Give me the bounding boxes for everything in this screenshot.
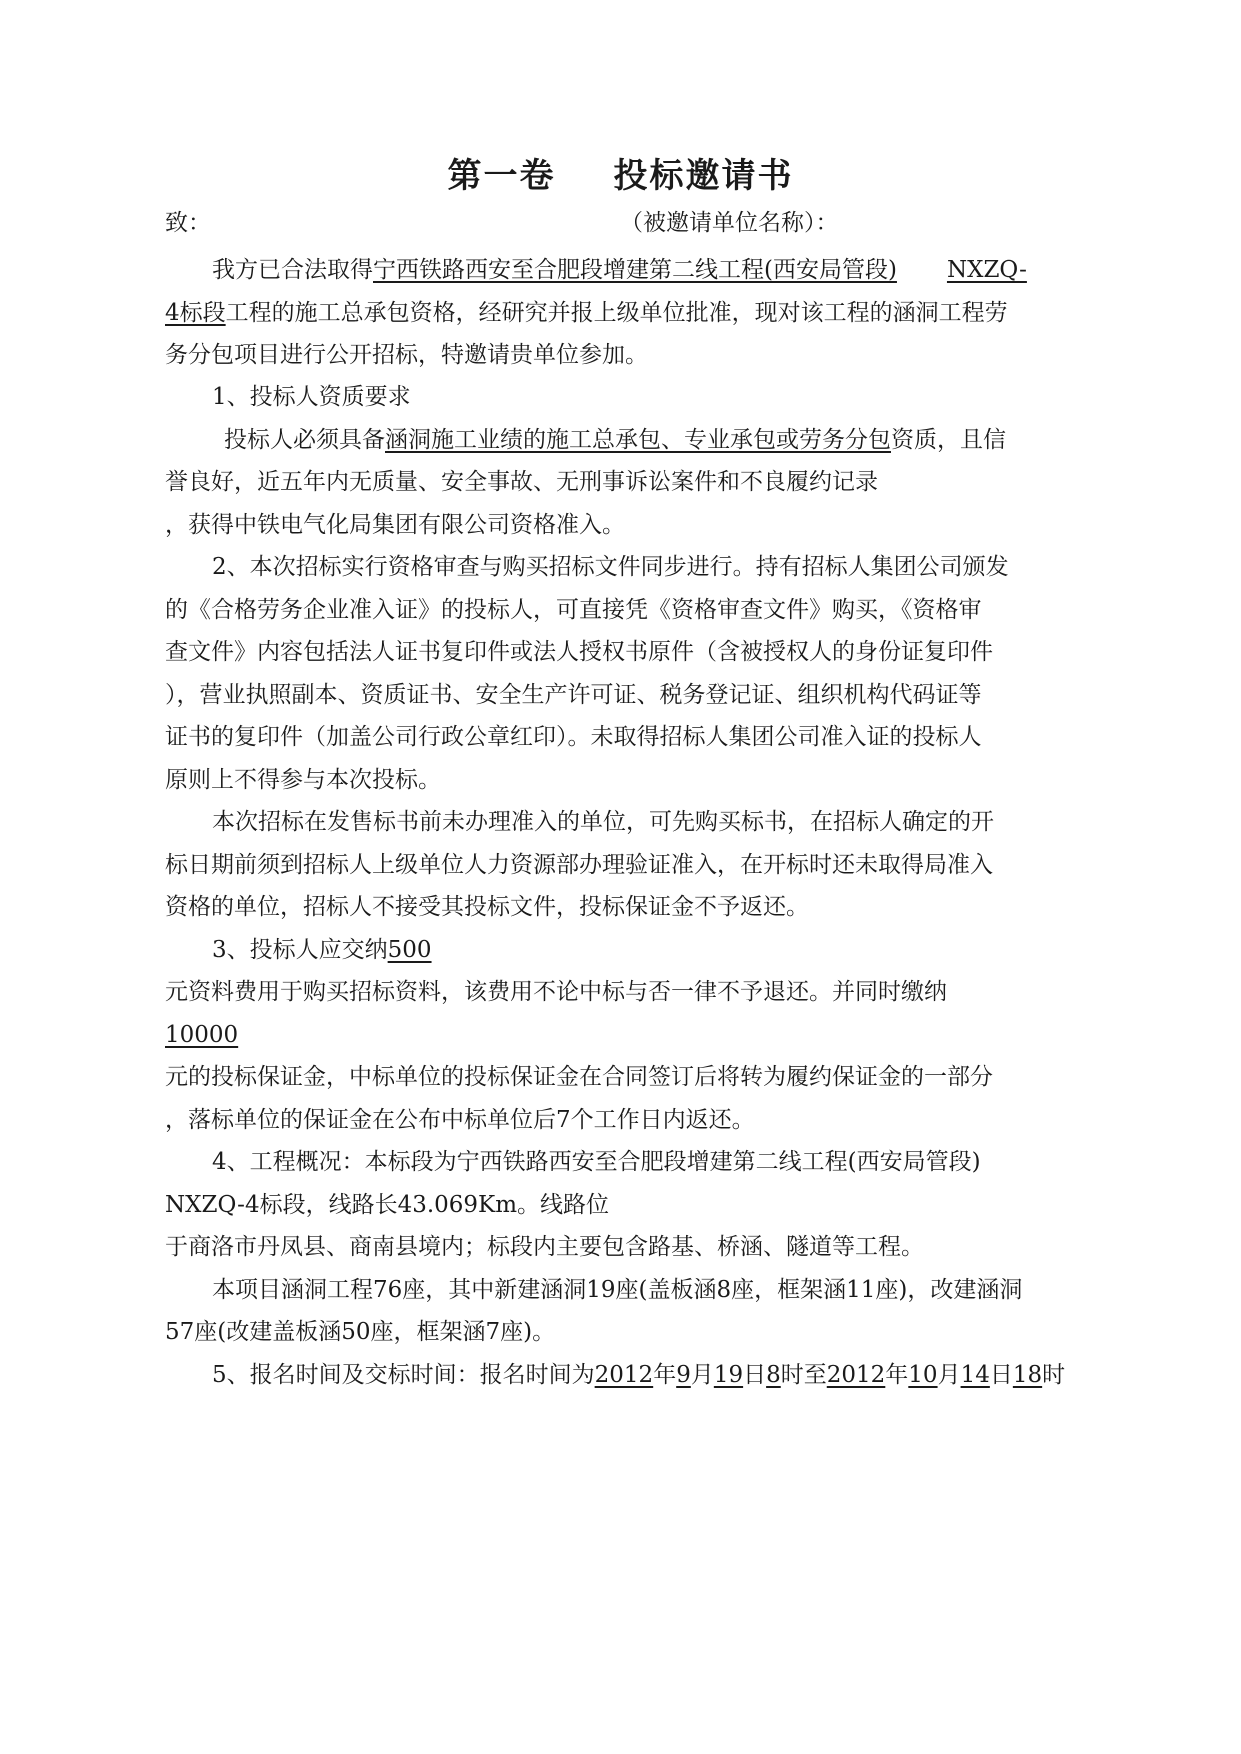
s2-line-6: 原则上不得参与本次投标。 xyxy=(165,767,441,793)
registration-start-year: 2012 xyxy=(594,1362,654,1388)
s3-line-4: 元的投标保证金，中标单位的投标保证金在合同签订后将转为履约保证金的一部分 xyxy=(165,1064,993,1090)
s2-line-5: 证书的复印件（加盖公司行政公章红印）。未取得招标人集团公司准入证的投标人 xyxy=(165,724,982,750)
s3-line-2: 元资料费用于购买招标资料，该费用不论中标与否一律不予退还。并同时缴纳 xyxy=(165,979,947,1005)
p3-line-1: 本次招标在发售标书前未办理准入的单位，可先购买标书，在招标人确定的开 xyxy=(212,809,994,835)
page-title xyxy=(0,148,1241,197)
s1-line-3: ，获得中铁电气化局集团有限公司资格准入。 xyxy=(165,512,625,538)
s4-line-3: 于商洛市丹凤县、商南县境内；标段内主要包含路基、桥涵、隧道等工程。 xyxy=(165,1234,924,1260)
s3-line-3 xyxy=(165,1020,250,1050)
project-name: 宁西铁路西安至合肥段增建第二线工程(西安局管段) xyxy=(373,257,897,283)
section-code-cont: 4标段 xyxy=(165,300,226,326)
registration-start-hour: 8 xyxy=(766,1362,781,1388)
s2-line-4: ），营业执照副本、资质证书、安全生产许可证、税务登记证、组织机构代码证等 xyxy=(165,682,982,708)
s3-line-5: ，落标单位的保证金在公布中标单位后7个工作日内返还。 xyxy=(165,1107,755,1133)
registration-end-day: 14 xyxy=(960,1362,990,1388)
s2-line-1: 2、本次招标实行资格审查与购买招标文件同步进行。持有招标人集团公司颁发 xyxy=(212,554,1009,580)
title-name: 投标邀请书 xyxy=(613,156,794,196)
registration-start-day: 19 xyxy=(713,1362,744,1388)
registration-end-year: 2012 xyxy=(826,1362,886,1388)
s1-line-1: 投标人必须具备涵洞施工业绩的施工总承包、专业承包或劳务分包资质，且信 xyxy=(224,427,1006,453)
p5-line-2: 57座(改建盖板涵50座，框架涵7座)。 xyxy=(165,1319,556,1345)
title-volume: 第一卷 xyxy=(447,156,556,196)
intro-line-2: 4标段工程的施工总承包资格，经研究并报上级单位批准，现对该工程的涵洞工程劳 xyxy=(165,300,1008,326)
s3-line-1: 3、投标人应交纳500 xyxy=(212,935,444,965)
p3-line-2: 标日期前须到招标人上级单位人力资源部办理验证准入，在开标时还未取得局准入 xyxy=(165,852,993,878)
registration-end-hour: 18 xyxy=(1012,1362,1043,1388)
registration-start-month: 9 xyxy=(676,1362,691,1388)
p5-line-1: 本项目涵洞工程76座，其中新建涵洞19座(盖板涵8座，框架涵11座)，改建涵洞 xyxy=(212,1277,1023,1303)
s2-line-3: 查文件》内容包括法人证书复印件或法人授权书原件（含被授权人的身份证复印件 xyxy=(165,639,993,665)
document-fee: 500 xyxy=(387,937,432,963)
intro-line-3: 务分包项目进行公开招标，特邀请贵单位参加。 xyxy=(165,342,648,368)
s2-line-2: 的《合格劳务企业准入证》的投标人，可直接凭《资格审查文件》购买，《资格审 xyxy=(165,597,982,623)
intro-line-1: 我方已合法取得宁西铁路西安至合肥段增建第二线工程(西安局管段) NXZQ- xyxy=(212,257,1027,283)
s4-line-2: NXZQ-4标段，线路长43.069Km。线路位 xyxy=(165,1192,610,1218)
registration-end-month: 10 xyxy=(908,1362,938,1388)
p3-line-3: 资格的单位，招标人不接受其投标文件，投标保证金不予返还。 xyxy=(165,894,809,920)
salutation-invitee: （被邀请单位名称）： xyxy=(620,210,839,236)
bid-deposit: 10000 xyxy=(165,1022,239,1048)
section-1-heading: 1、投标人资质要求 xyxy=(212,384,411,410)
qualification-requirement: 涵洞施工业绩的施工总承包、专业承包或劳务分包 xyxy=(385,427,891,453)
s1-line-2: 誉良好，近五年内无质量、安全事故、无刑事诉讼案件和不良履约记录 xyxy=(165,469,878,495)
s4-line-1: 4、工程概况：本标段为宁西铁路西安至合肥段增建第二线工程(西安局管段) xyxy=(212,1149,981,1175)
salutation-to: 致： xyxy=(165,210,211,236)
s5-line-1: 5、报名时间及交标时间：报名时间为2012年9月19日8时至2012年10月14日18时 xyxy=(212,1362,1066,1388)
section-code: NXZQ- xyxy=(946,257,1027,283)
salutation-line xyxy=(165,208,211,238)
